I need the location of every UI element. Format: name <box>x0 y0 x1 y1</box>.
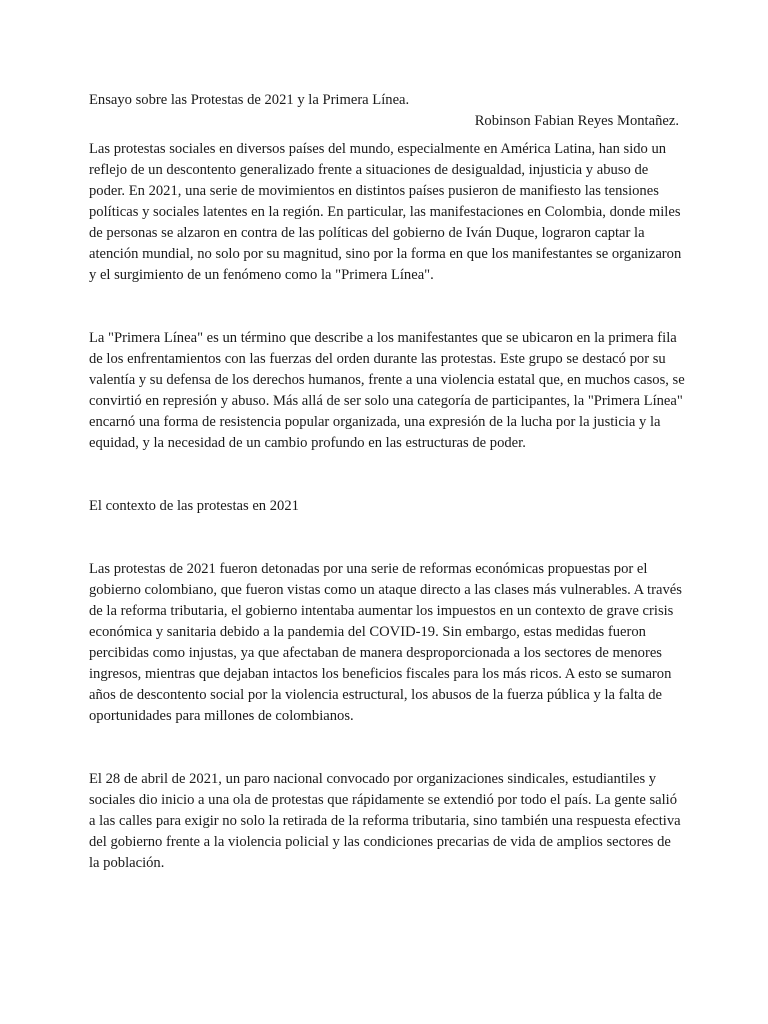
paragraph-primera-linea: La "Primera Línea" es un término que describe a los manifestantes que se ubicaron en la primera fila de los enfrentamientos con las fuerzas del orden durante las protestas. Este grupo se destacó por su valentía y su defensa de los derechos humanos, frente a una violencia estatal que, en muchos casos, se convirtió en represión y abuso. Más allá de ser solo una categoría de participantes, la "Primera Línea" encarnó una forma de resistencia popular organizada, una expresión de la lucha por la justicia y la equidad, y la necesidad de un cambio profundo en las estructuras de poder. <box>89 330 685 451</box>
essay-title: Ensayo sobre las Protestas de 2021 y la Primera Línea. <box>89 92 410 108</box>
document-page <box>89 90 685 874</box>
paragraph-context: Las protestas de 2021 fueron detonadas por una serie de reformas económicas propuestas por el gobierno colombiano, que fueron vistas como un ataque directo a las clases más vulnerables. A través de la reforma tributaria, el gobierno intentaba aumentar los impuestos en un contexto de grave crisis económica y sanitaria debido a la pandemia del COVID-19. Sin embargo, estas medidas fueron percibidas como injustas, ya que afectaban de manera desproporcionada a los sectores de menores ingresos, mientras que dejaban intactos los beneficios fiscales para los más ricos. A esto se sumaron años de descontento social por la violencia estructural, los abusos de la fuerza pública y la falta de oportunidades para millones de colombianos. <box>89 561 682 724</box>
spacer <box>89 727 685 769</box>
spacer <box>89 454 685 496</box>
spacer <box>89 132 685 139</box>
spacer <box>89 517 685 559</box>
paragraph-introduction: Las protestas sociales en diversos países del mundo, especialmente en América Latina, han sido un reflejo de un descontento generalizado frente a situaciones de desigualdad, injusticia y abuso de poder. En 2021, una serie de movimientos en distintos países pusieron de manifiesto las tensiones políticas y sociales latentes en la región. En particular, las manifestaciones en Colombia, donde miles de personas se alzaron en contra de las políticas del gobierno de Iván Duque, lograron captar la atención mundial, no solo por su magnitud, sino por la forma en que los manifestantes se organizaron y el surgimiento de un fenómeno como la "Primera Línea". <box>89 141 682 283</box>
section-heading-context: El contexto de las protestas en 2021 <box>89 498 299 514</box>
paragraph-paro-nacional: El 28 de abril de 2021, un paro nacional convocado por organizaciones sindicales, estudiantiles y sociales dio inicio a una ola de protestas que rápidamente se extendió por todo el país. La gente salió a las calles para exigir no solo la retirada de la reforma tributaria, sino también una respuesta efectiva del gobierno frente a la violencia policial y las condiciones precarias de vida de amplios sectores de la población. <box>89 771 681 871</box>
essay-author: Robinson Fabian Reyes Montañez. <box>474 113 679 129</box>
spacer <box>89 286 685 328</box>
